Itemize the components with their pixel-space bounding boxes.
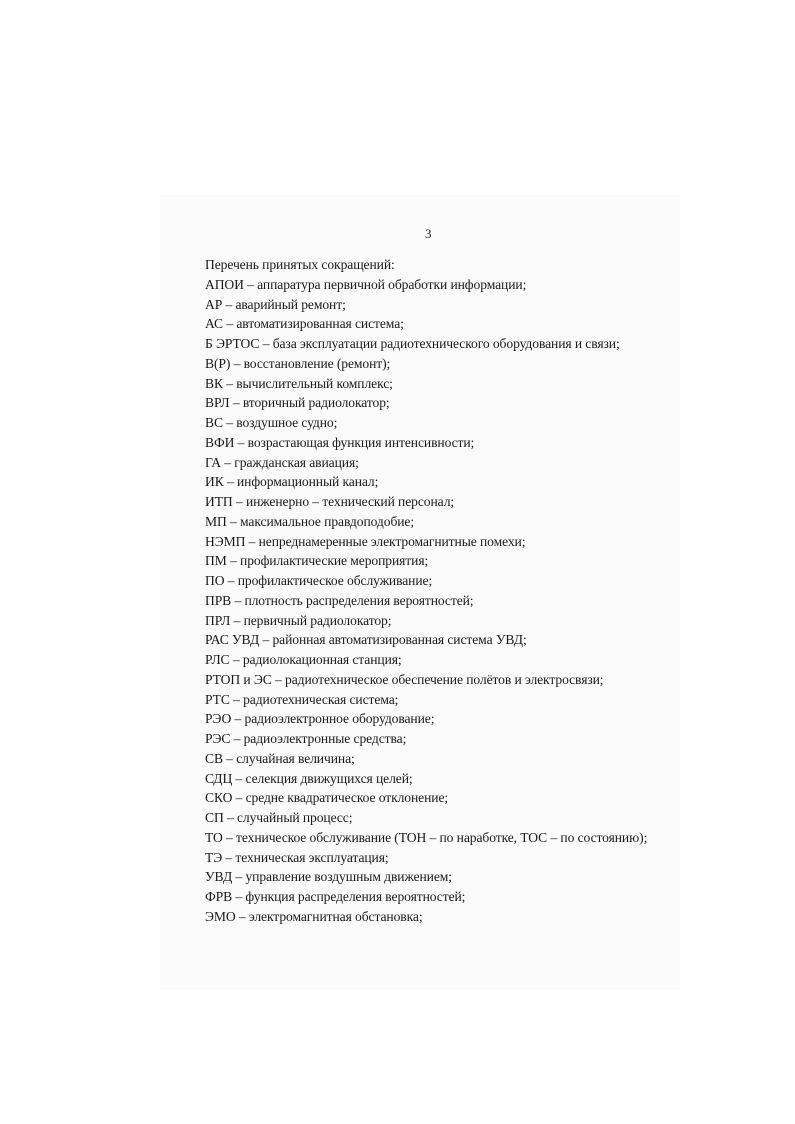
abbreviation-list [205,255,647,927]
abbreviation-entry [205,887,647,907]
abbreviation-entry [205,630,647,650]
dash-separator: – [232,869,246,885]
abbreviation-term: ПРЛ [205,612,231,628]
abbreviation-entry [205,591,647,611]
abbreviation-term: РЭО [205,711,232,727]
abbreviation-entry [205,729,647,749]
abbreviation-entry [205,314,647,334]
abbreviation-definition: функция распределения вероятностей; [245,889,466,904]
abbreviation-definition: профилактическое обслуживание; [237,573,433,588]
dash-separator: – [259,632,273,648]
abbreviation-definition: вычислительный комплекс; [236,375,393,391]
dash-separator: – [235,908,249,924]
abbreviation-entry [205,551,647,571]
abbreviation-definition: информационный канал; [236,474,379,490]
abbreviation-term: Б ЭРТОС [205,336,260,351]
dash-separator: – [234,434,248,450]
dash-separator: – [230,612,244,628]
abbreviation-term: РЛС [205,652,230,667]
abbreviation-term: РАС УВД [205,632,260,648]
abbreviation-definition: случайная величина; [236,750,355,766]
abbreviation-definition: первичный радиолокатор; [243,612,392,628]
abbreviation-term: МП [205,513,227,529]
abbreviation-entry [205,295,647,315]
abbreviation-term: НЭМП [205,533,246,549]
abbreviation-definition: возрастающая функция интенсивности; [247,434,475,450]
dash-separator: – [222,829,237,845]
abbreviation-entry [205,433,647,453]
abbreviation-definition: инженерно – технический персонал; [245,494,455,509]
abbreviation-definition: плотность распределения вероятностей; [244,592,474,608]
abbreviation-definition: радиотехническое обеспечение полётов и электросвязи; [285,671,604,687]
abbreviation-term: УВД [205,869,233,885]
dash-separator: – [222,415,237,430]
dash-separator: – [229,652,243,667]
dash-separator: – [224,573,238,588]
abbreviation-definition: радиоэлектронное оборудование; [244,711,435,727]
abbreviation-definition: случайный процесс; [236,810,353,825]
abbreviation-term: ВК [205,375,223,391]
abbreviation-definition: радиотехническая система; [243,691,399,707]
dash-separator: – [232,889,246,904]
abbreviation-term: ГА [205,454,221,470]
dash-separator: – [245,533,259,549]
dash-separator: – [231,711,245,727]
abbreviation-entry [205,472,647,492]
abbreviation-entry [205,334,647,354]
dash-separator: – [259,336,273,351]
abbreviation-term: РТОП и ЭС [205,671,272,687]
abbreviation-definition: управление воздушным движением; [245,869,452,885]
abbreviation-definition: автоматизированная система; [236,316,404,332]
abbreviation-entry [205,532,647,552]
abbreviation-term: В(Р) [205,355,231,371]
abbreviation-entry [205,650,647,670]
abbreviation-definition: гражданская авиация; [234,454,359,470]
abbreviation-term: ПО [205,573,225,588]
abbreviation-term: ТО [205,829,223,845]
abbreviation-definition: аварийный ремонт; [235,296,346,312]
dash-separator: – [222,296,236,312]
abbreviation-entry [205,393,647,413]
abbreviation-definition: техническое обслуживание (ТОН – по наработке, ТОС – по состоянию); [236,829,648,845]
dash-separator: – [222,375,237,391]
abbreviation-definition: непреднамеренные электромагнитные помехи; [258,533,526,549]
abbreviation-entry [205,670,647,690]
abbreviation-term: РТС [205,691,230,707]
dash-separator: – [222,750,237,766]
abbreviation-entry [205,275,647,295]
abbreviation-definition: районная автоматизированная система УВД; [272,632,527,648]
abbreviation-entry [205,413,647,433]
abbreviation-definition: воздушное судно; [236,415,338,430]
abbreviation-entry [205,374,647,394]
dash-separator: – [232,770,246,786]
abbreviation-definition: вторичный радиолокатор; [242,395,390,411]
abbreviation-entry [205,492,647,512]
abbreviation-term: АР [205,296,223,312]
abbreviation-entry [205,808,647,828]
abbreviation-entry [205,848,647,868]
abbreviation-definition: селекция движущихся целей; [245,770,413,786]
dash-separator: – [223,474,237,490]
abbreviation-entry [205,788,647,808]
abbreviation-term: ИК [205,474,224,490]
abbreviation-entry [205,867,647,887]
abbreviation-term: ПМ [205,553,227,569]
abbreviation-term: СКО [205,790,233,806]
abbreviation-term: АПОИ [205,276,244,292]
dash-separator: – [221,454,235,470]
abbreviation-entry [205,769,647,789]
dash-separator: – [271,671,285,687]
abbreviation-entry [205,907,647,927]
abbreviation-definition: радиоэлектронные средства; [243,731,407,746]
abbreviation-definition: максимальное правдоподобие; [240,513,415,529]
abbreviation-entry [205,512,647,532]
dash-separator: – [226,513,241,529]
abbreviation-entry [205,690,647,710]
dash-separator: – [226,553,241,569]
list-heading: Перечень принятых сокращений: [205,257,395,272]
abbreviation-entry [205,749,647,769]
abbreviation-definition: профилактические мероприятия; [240,553,429,569]
dash-separator: – [229,691,244,707]
page-number: 3 [425,226,432,241]
abbreviation-term: РЭС [205,731,231,746]
abbreviation-term: ВС [205,415,223,430]
dash-separator: – [230,355,244,371]
abbreviation-definition: база эксплуатации радиотехнического оборудования и связи; [272,336,620,351]
abbreviation-entry [205,709,647,729]
abbreviation-term: ЭМО [205,908,236,924]
dash-separator: – [223,810,237,825]
abbreviation-term: АС [205,316,224,332]
abbreviation-term: ВРЛ [205,395,230,411]
abbreviation-entry [205,453,647,473]
abbreviation-term: ФРВ [205,889,233,904]
abbreviation-term: СДЦ [205,770,233,786]
dash-separator: – [232,494,246,509]
abbreviation-term: ПРВ [205,592,232,608]
abbreviation-term: СП [205,810,224,825]
abbreviation-term: ВФИ [205,434,235,450]
dash-separator: – [243,276,258,292]
abbreviation-entry [205,611,647,631]
abbreviation-definition: аппаратура первичной обработки информации; [257,276,527,292]
abbreviation-term: ИТП [205,494,233,509]
abbreviation-definition: электромагнитная обстановка; [248,908,423,924]
abbreviation-entry [205,571,647,591]
dash-separator: – [223,316,237,332]
dash-separator: – [230,731,244,746]
dash-separator: – [229,395,243,411]
abbreviation-definition: техническая эксплуатация; [235,849,389,865]
dash-separator: – [231,592,245,608]
dash-separator: – [222,849,236,865]
abbreviation-definition: восстановление (ремонт); [243,355,391,371]
dash-separator: – [232,790,246,806]
abbreviation-definition: средне квадратическое отклонение; [245,790,449,806]
abbreviation-term: ТЭ [205,849,223,865]
abbreviation-entry [205,354,647,374]
abbreviation-entry [205,828,647,848]
abbreviation-definition: радиолокационная станция; [242,652,402,667]
abbreviation-term: СВ [205,750,223,766]
